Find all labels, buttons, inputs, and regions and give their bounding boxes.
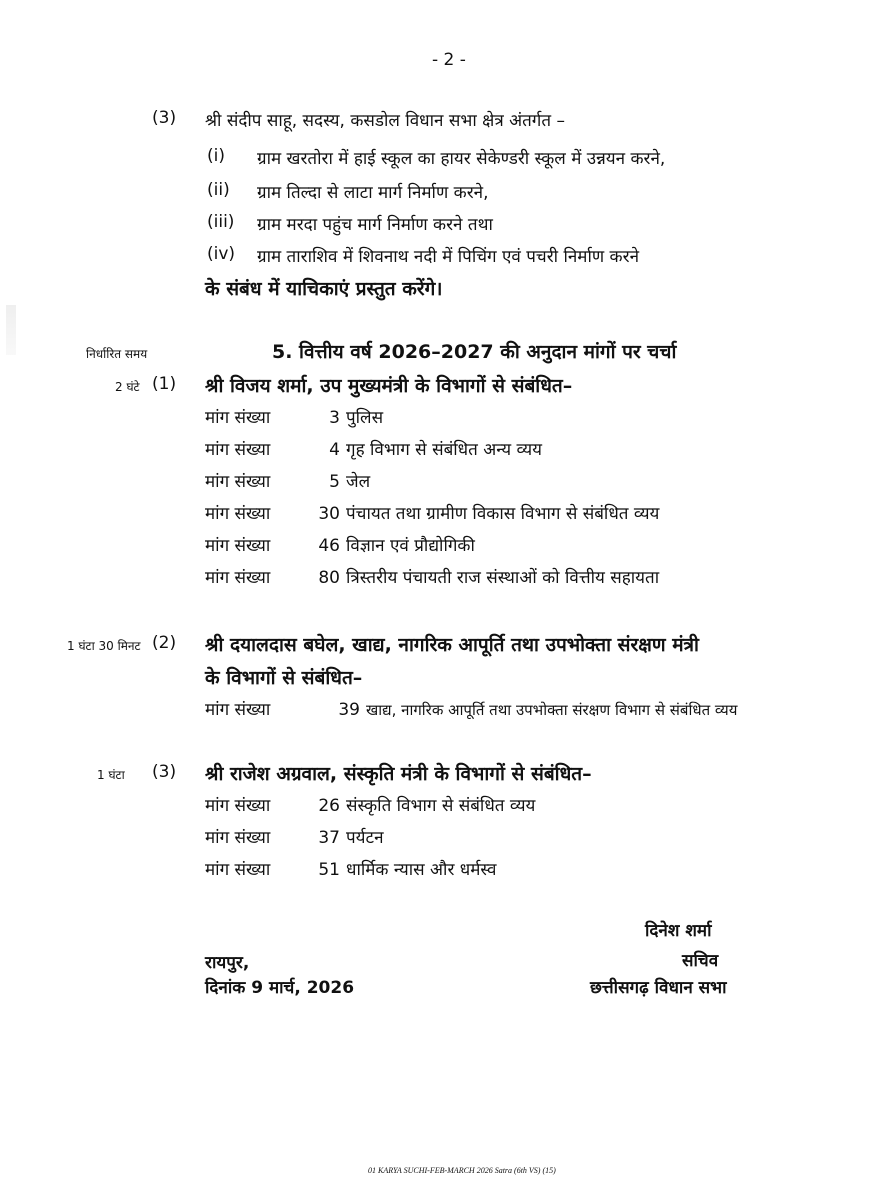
group3-title: श्री राजेश अग्रवाल, संस्कृति मंत्री के विभागों से संबंधित– <box>205 763 592 785</box>
group2-time: 1 घंटा 30 मिनट <box>67 639 141 653</box>
demand-row <box>205 793 535 816</box>
demand-label: मांग संख्या <box>205 440 271 460</box>
demand-description: त्रिस्तरीय पंचायती राज संस्थाओं को वित्तीय सहायता <box>346 568 660 588</box>
item3-conclusion: के संबंध में याचिकाएं प्रस्तुत करेंगे। <box>205 278 443 300</box>
demand-number: 46 <box>318 536 340 556</box>
group3-time: 1 घंटा <box>97 768 125 782</box>
page-number: - 2 - <box>432 50 466 70</box>
scan-artifact <box>6 305 16 355</box>
group1-title: श्री विजय शर्मा, उप मुख्यमंत्री के विभागों से संबंधित– <box>205 375 573 397</box>
item3-sub-iv-text: ग्राम ताराशिव में शिवनाथ नदी में पिचिंग एवं पचरी निर्माण करने <box>257 247 640 267</box>
signatory-office: छत्तीसगढ़ विधान सभा <box>590 978 727 998</box>
demand-row <box>205 405 383 428</box>
demand-label: मांग संख्या <box>205 568 271 588</box>
demand-label: मांग संख्या <box>205 700 271 720</box>
demand-label: मांग संख्या <box>205 504 271 524</box>
place: रायपुर, <box>205 953 250 973</box>
footer-reference: 01 KARYA SUCHI-FEB-MARCH 2026 Satra (6th VS) (15) <box>368 1166 556 1175</box>
demand-number: 3 <box>329 408 340 428</box>
group2-marker: (2) <box>152 633 177 653</box>
demand-row <box>205 857 497 880</box>
signatory-designation: सचिव <box>682 951 719 971</box>
demand-label: मांग संख्या <box>205 536 271 556</box>
demand-description: पंचायत तथा ग्रामीण विकास विभाग से संबंधित व्यय <box>346 504 660 524</box>
demand-number: 5 <box>329 472 340 492</box>
demand-row <box>205 697 737 720</box>
demand-label: मांग संख्या <box>205 472 271 492</box>
demand-label: मांग संख्या <box>205 828 271 848</box>
item3-sub-ii-text: ग्राम तिल्दा से लाटा मार्ग निर्माण करने, <box>257 183 489 203</box>
demand-number: 30 <box>318 504 340 524</box>
item3-marker: (3) <box>152 108 177 128</box>
demand-row <box>205 469 370 492</box>
time-header: निर्धारित समय <box>86 347 148 361</box>
demand-description: विज्ञान एवं प्रौद्योगिकी <box>346 536 475 556</box>
item3-intro: श्री संदीप साहू, सदस्य, कसडोल विधान सभा क्षेत्र अंतर्गत – <box>205 111 565 131</box>
group2-title-line1: श्री दयालदास बघेल, खाद्य, नागरिक आपूर्ति तथा उपभोक्ता संरक्षण मंत्री <box>205 634 699 656</box>
demand-description: पर्यटन <box>346 828 384 848</box>
demand-number: 39 <box>338 700 360 720</box>
item3-sub-ii-marker: (ii) <box>207 180 230 200</box>
demand-label: मांग संख्या <box>205 408 271 428</box>
demand-number: 51 <box>318 860 340 880</box>
demand-description: धार्मिक न्यास और धर्मस्व <box>346 860 497 880</box>
demand-row <box>205 565 659 588</box>
demand-description: गृह विभाग से संबंधित अन्य व्यय <box>346 440 543 460</box>
demand-description: जेल <box>346 472 371 492</box>
demand-label: मांग संख्या <box>205 796 271 816</box>
date: दिनांक 9 मार्च, 2026 <box>205 978 355 998</box>
demand-number: 37 <box>318 828 340 848</box>
demand-label: मांग संख्या <box>205 860 271 880</box>
item3-sub-iii-marker: (iii) <box>207 212 235 232</box>
item3-sub-iii-text: ग्राम मरदा पहुंच मार्ग निर्माण करने तथा <box>257 215 493 235</box>
section5-heading: 5. वित्तीय वर्ष 2026–2027 की अनुदान मांगों पर चर्चा <box>272 341 677 363</box>
demand-row <box>205 533 475 556</box>
demand-number: 4 <box>329 440 340 460</box>
item3-sub-iv-marker: (iv) <box>207 244 236 264</box>
demand-row <box>205 437 542 460</box>
item3-sub-i-text: ग्राम खरतोरा में हाई स्कूल का हायर सेकेण्डरी स्कूल में उन्नयन करने, <box>257 149 666 169</box>
demand-number: 26 <box>318 796 340 816</box>
group1-time: 2 घंटे <box>115 380 140 394</box>
demand-description: पुलिस <box>346 408 384 428</box>
group1-marker: (1) <box>152 374 177 394</box>
signatory-name: दिनेश शर्मा <box>645 921 712 941</box>
demand-number: 80 <box>318 568 340 588</box>
group3-marker: (3) <box>152 762 177 782</box>
demand-description: खाद्य, नागरिक आपूर्ति तथा उपभोक्ता संरक्षण विभाग से संबंधित व्यय <box>366 701 738 719</box>
item3-sub-i-marker: (i) <box>207 146 225 166</box>
demand-description: संस्कृति विभाग से संबंधित व्यय <box>346 796 536 816</box>
demand-row <box>205 501 659 524</box>
group2-title-line2: के विभागों से संबंधित– <box>205 667 363 689</box>
demand-row <box>205 825 384 848</box>
